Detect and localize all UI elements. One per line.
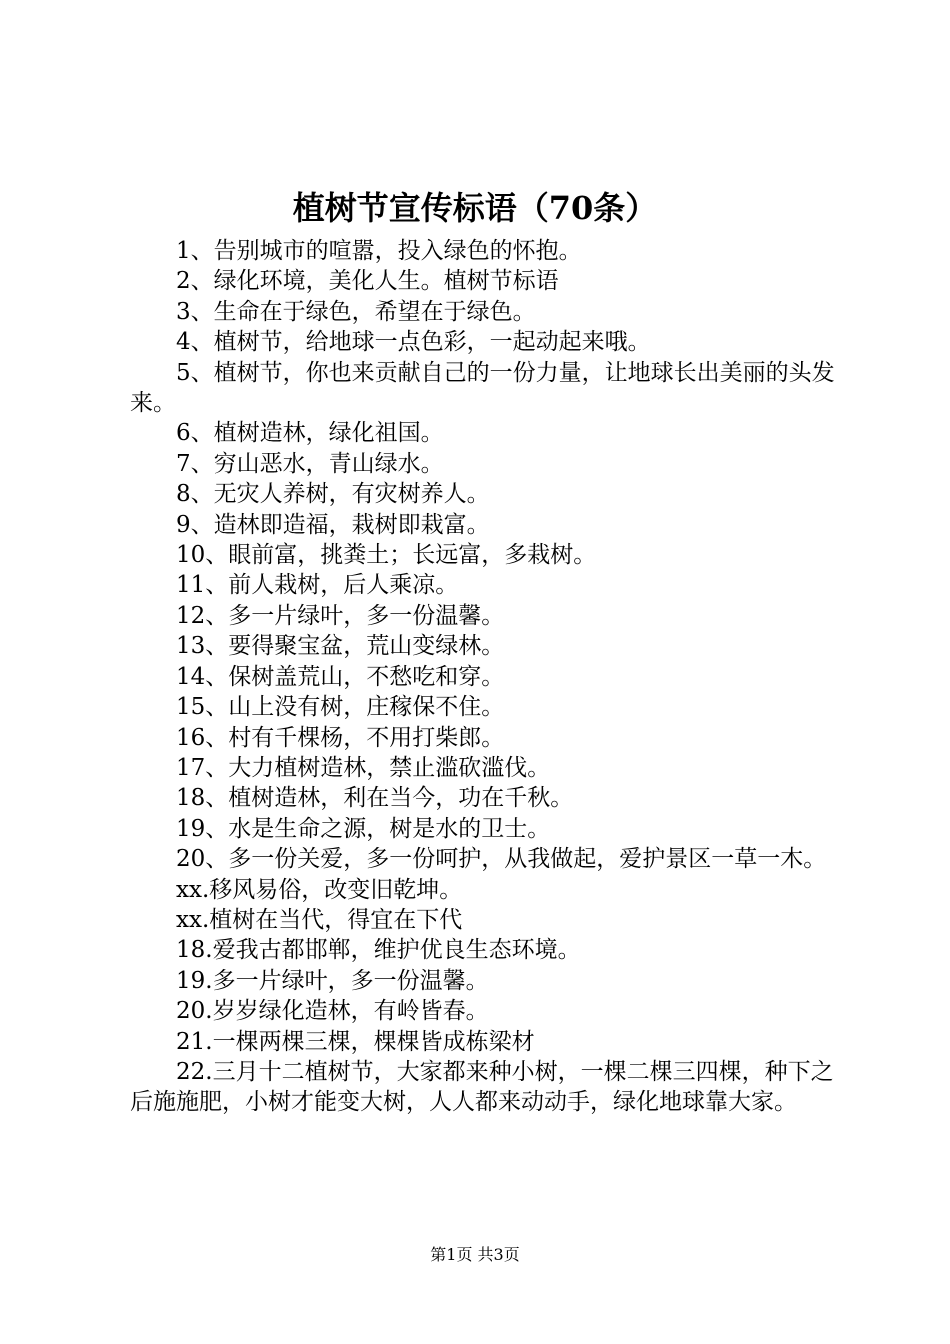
list-item: 4、植树节，给地球一点色彩，一起动起来哦。 [176,329,651,356]
list-item: 14、保树盖荒山，不愁吃和穿。 [176,663,505,690]
list-item: 17、大力植树造林，禁止滥砍滥伐。 [176,754,551,781]
list-item: 19.多一片绿叶，多一份温馨。 [176,967,489,994]
list-item: 3、生命在于绿色，希望在于绿色。 [176,298,536,325]
list-item: 16、村有千棵杨，不用打柴郎。 [176,724,505,751]
list-item: 2、绿化环境，美化人生。植树节标语 [176,268,559,295]
list-item: 13、要得聚宝盆，荒山变绿林。 [176,633,505,660]
list-item: 7、穷山恶水，青山绿水。 [176,450,444,477]
list-item: 6、植树造林，绿化祖国。 [176,420,444,447]
list-item: 19、水是生命之源，树是水的卫士。 [176,815,551,842]
list-item: xx.移风易俗，改变旧乾坤。 [176,876,463,903]
page-indicator: 第1页 共3页 [430,1245,520,1264]
list-item: 21.一棵两棵三棵，棵棵皆成栋梁材 [176,1028,535,1055]
list-item: 8、无灾人养树，有灾树养人。 [176,481,490,508]
list-item: 20.岁岁绿化造林，有岭皆春。 [176,998,489,1025]
list-item: 22.三月十二植树节，大家都来种小树，一棵二棵三四棵，种下之后施施肥，小树才能变大树，人人都来动动手，绿化地球靠大家。 [130,1058,834,1116]
document-title: 植树节宣传标语（70条） [292,189,658,227]
list-item: 20、多一份关爱，多一份呵护，从我做起，爱护景区一草一木。 [176,846,827,873]
list-item: 9、造林即造福，栽树即栽富。 [176,511,490,538]
list-item: 10、眼前富，挑粪土；长远富，多栽树。 [176,542,597,569]
list-item: 12、多一片绿叶，多一份温馨。 [176,602,505,629]
list-item: 15、山上没有树，庄稼保不住。 [176,694,505,721]
list-item: 5、植树节，你也来贡献自己的一份力量，让地球长出美丽的头发来。 [130,359,835,417]
list-item: 1、告别城市的喧嚣，投入绿色的怀抱。 [176,238,582,264]
list-item: 11、前人栽树，后人乘凉。 [176,572,459,599]
list-item: 18.爱我古都邯郸，维护优良生态环境。 [176,937,581,964]
list-item: 18、植树造林，利在当今，功在千秋。 [176,785,574,812]
slogan-list [130,236,835,1118]
list-item: xx.植树在当代，得宜在下代 [176,906,463,933]
